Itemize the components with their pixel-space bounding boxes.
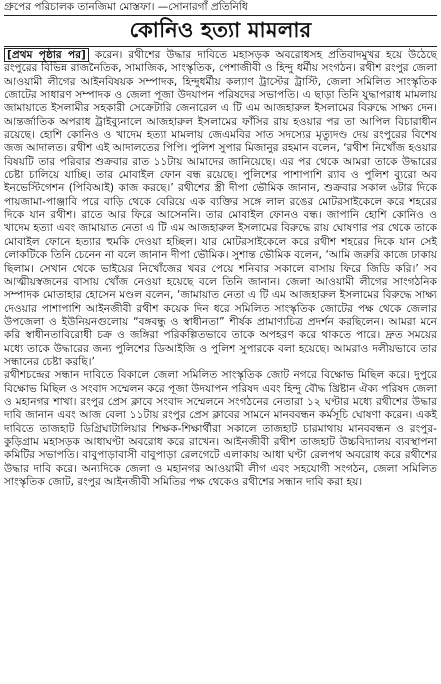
paragraph-text: রথীশচন্দ্রের সন্ধান দাবিতে বিকালে জেলা সমিলিত সাংস্কৃতিক জোট নগরে বিক্ষোভ মিছিল করে। দুপুরে বিক্ষোভ মিছিল ও সংবাদ সম্মেলন করে পূজা উদযাপন পরিষদ এবং হিন্দু বৌদ্ধ খ্রিষ্টান ঐক্য পরিষদ জেলা ও মহানগর শাখা। রংপুর প্রেস ক্লাবে সংবাদ সম্মেলনে সংগঠনের নেতারা ১২ ঘণ্টার মধ্যে রথীশের উদ্ধার দাবি জানান এবং আজ বেলা ১১টায় রংপুর প্রেস ক্লাবের সামনে মানববন্ধন কর্মসূচি ঘোষণা করেন। একই দাবিতে তাজহাট ডিগ্রিঘাটালিয়ার শিক্ষক-শিক্ষার্থীরা সকালে তাজহাট চারমাথায় মানববন্ধন ও রংপুর-কুড়িগ্রাম মহাসড়ক আধাঘণ্টা অবরোধ করে রাখেন। আইনজীবী রথীশ তাজহাট উচ্চবিদ্যালয় ব্যবস্থাপনা কমিটির সভাপতি। বাবুপাড়াবাসী বাবুপাড়া রেলগেটে এলাকায় আধা ঘণ্টা রেলপথ অবরোধ করে রথীশের উদ্ধার দাবি করে। অন্যদিকে জেলা ও মহানগর আওয়ামী লীগ এবং সহযোগী সংগঠন, জেলা সমিলিত সাংস্কৃতিক জোট, রংপুর আইনজীবী সমিতির পক্ষ থেকেও রথীশের সন্ধান দাবি করা হয়।	[4, 369, 437, 488]
continued-from-label: [প্রথম পৃষ্ঠার পর]	[4, 48, 89, 62]
article-paragraph	[4, 369, 437, 489]
continued-from-text: প্রথম পৃষ্ঠার পর	[11, 49, 82, 61]
article-body	[4, 49, 437, 489]
caption-credit-line: গ্রুপের পরিচালক তানজিমা মোস্তফা। —সোনারগাঁ প্রতিনিধি	[4, 0, 437, 16]
paragraph-text: করেন। রথীশের উদ্ধার দাবিতে মহাসড়ক অবরোধসহ প্রতিবাদমুখর হয়ে উঠেছে রংপুরের বিভিন্ন রাজনৈতিক, সামাজিক, সাংস্কৃতিক, পেশাজীবী ও হিন্দু ধর্মীয় সংগঠন। রথীশ রংপুর জেলা আওয়ামী লীগের আইনবিষয়ক সম্পাদক, হিন্দুধর্মীয় কল্যাণ ট্রাস্টের ট্রাস্টি, জেলা সমিলিত সাংস্কৃতিক জোটের সাধারণ সম্পাদক ও জেলা পূজা উদযাপন পরিষদের সভাপতি। এ ছাড়া তিনি যুদ্ধাপরাধ মামলায় জামায়াতে ইসলামীর সহকারী সেক্রেটারি জেনারেল এ টি এম আজহারুল ইসলামের বিরুদ্ধে সাক্ষ্য দেন। আন্তর্জাতিক অপরাধ ট্রাইব্যুনালে আজহারুল ইসলামের ফাঁসির রায় হওয়ার পর তা আপিল বিচারাধীন রয়েছে। হোশি কোনিও ও খাদেম হত্যা মামলায় জেএমবির সাত সদস্যের মৃত্যুদণ্ড দেয় রংপুরের বিশেষ জজ আদালত। রথীশ এই আদালতের পিপি। পুলিশ সুপার মিজানুর রহমান বলেন, ‘রথীশ নিখোঁজ হওয়ার বিষয়টি তার পরিবার শুক্রবার রাত ১১টায় আমাদের জানিয়েছে। এর পর থেকে আমরা তাকে উদ্ধারের চেষ্টা চালিয়ে যাচ্ছি। তার মোবাইল ফোন বন্ধ রয়েছে। পুলিশের পাশাপাশি র‍্যাব ও পুলিশ ব্যুরো অব ইনভেস্টিগেশন (পিবিআই) কাজ করছে।’ রথীশের স্ত্রী দীপা ভৌমিক জানান, শুক্রবার সকাল ৬টার দিকে পায়জামা-পাঞ্জাবি পরে বাড়ি থেকে বেরিয়ে এক ব্যক্তির সঙ্গে লাল রঙের মোটরসাইকেলে করে শহরের দিকে যান রথীশ। রাতে আর ফিরে আসেননি। তার মোবাইল ফোনও বন্ধ। জাপানি হোশি কোনিও ও খাদেম হত্যা এবং জামায়াত নেতা এ টি এম আজহারুল ইসলামের বিরুদ্ধে রায় ঘোষণার পর থেকে তাকে মোবাইল ফোনে হত্যার হুমকি দেওয়া হচ্ছিল। যার মোটরসাইকেলে করে রথীশ শহরের দিকে যান সেই লোকটিকে তিনি চেনেন না বলে জানান দীপা ভৌমিক। সুশান্ত ভৌমিক বলেন, ‘আমি জরুরি কাজে ঢাকায় ছিলাম। সেখান থেকে ভাইয়ের নিখোঁজের খবর পেয়ে শনিবার সকালে বাসায় ফিরে জিডি করি।’ সব আত্মীয়স্বজনের বাসায় খোঁজ নেওয়া হয়েছে বলে তিনি জানান। জেলা আওয়ামী লীগের সাংগঠনিক সম্পাদক মোতাহার হোসেন মণ্ডল বলেন, ‘জামায়াত নেতা এ টি এম আজহারুল ইসলামের বিরুদ্ধে সাক্ষ্য দেওয়ার পাশাপাশি আইনজীবী রথীশ কয়েক দিন ধরে সমিলিত সাংস্কৃতিক জোটের পক্ষ থেকে জেলার উপজেলা ও ইউনিয়নগুলোয় “বঙ্গবন্ধু ও স্বাধীনতা” শীর্ষক প্রামাণ্যচিত্র প্রদর্শন করছিলেন। আমরা মনে করি স্বাধীনতাবিরোধী চক্র ও জঙ্গিরা পরিকল্পিতভাবে তাকে অপহরণ করে থাকতে পারে। দ্রুত সময়ের মধ্যে তাকে উদ্ধারের জন্য পুলিশের ডিআইজি ও পুলিশ সুপারকে বলা হয়েছে। আমরাও দলীয়ভাবে তার সন্ধানের চেষ্টা করছি।’	[4, 49, 437, 368]
article-paragraph	[4, 49, 437, 369]
article-headline: কোনিও হত্যা মামলার	[4, 16, 437, 47]
